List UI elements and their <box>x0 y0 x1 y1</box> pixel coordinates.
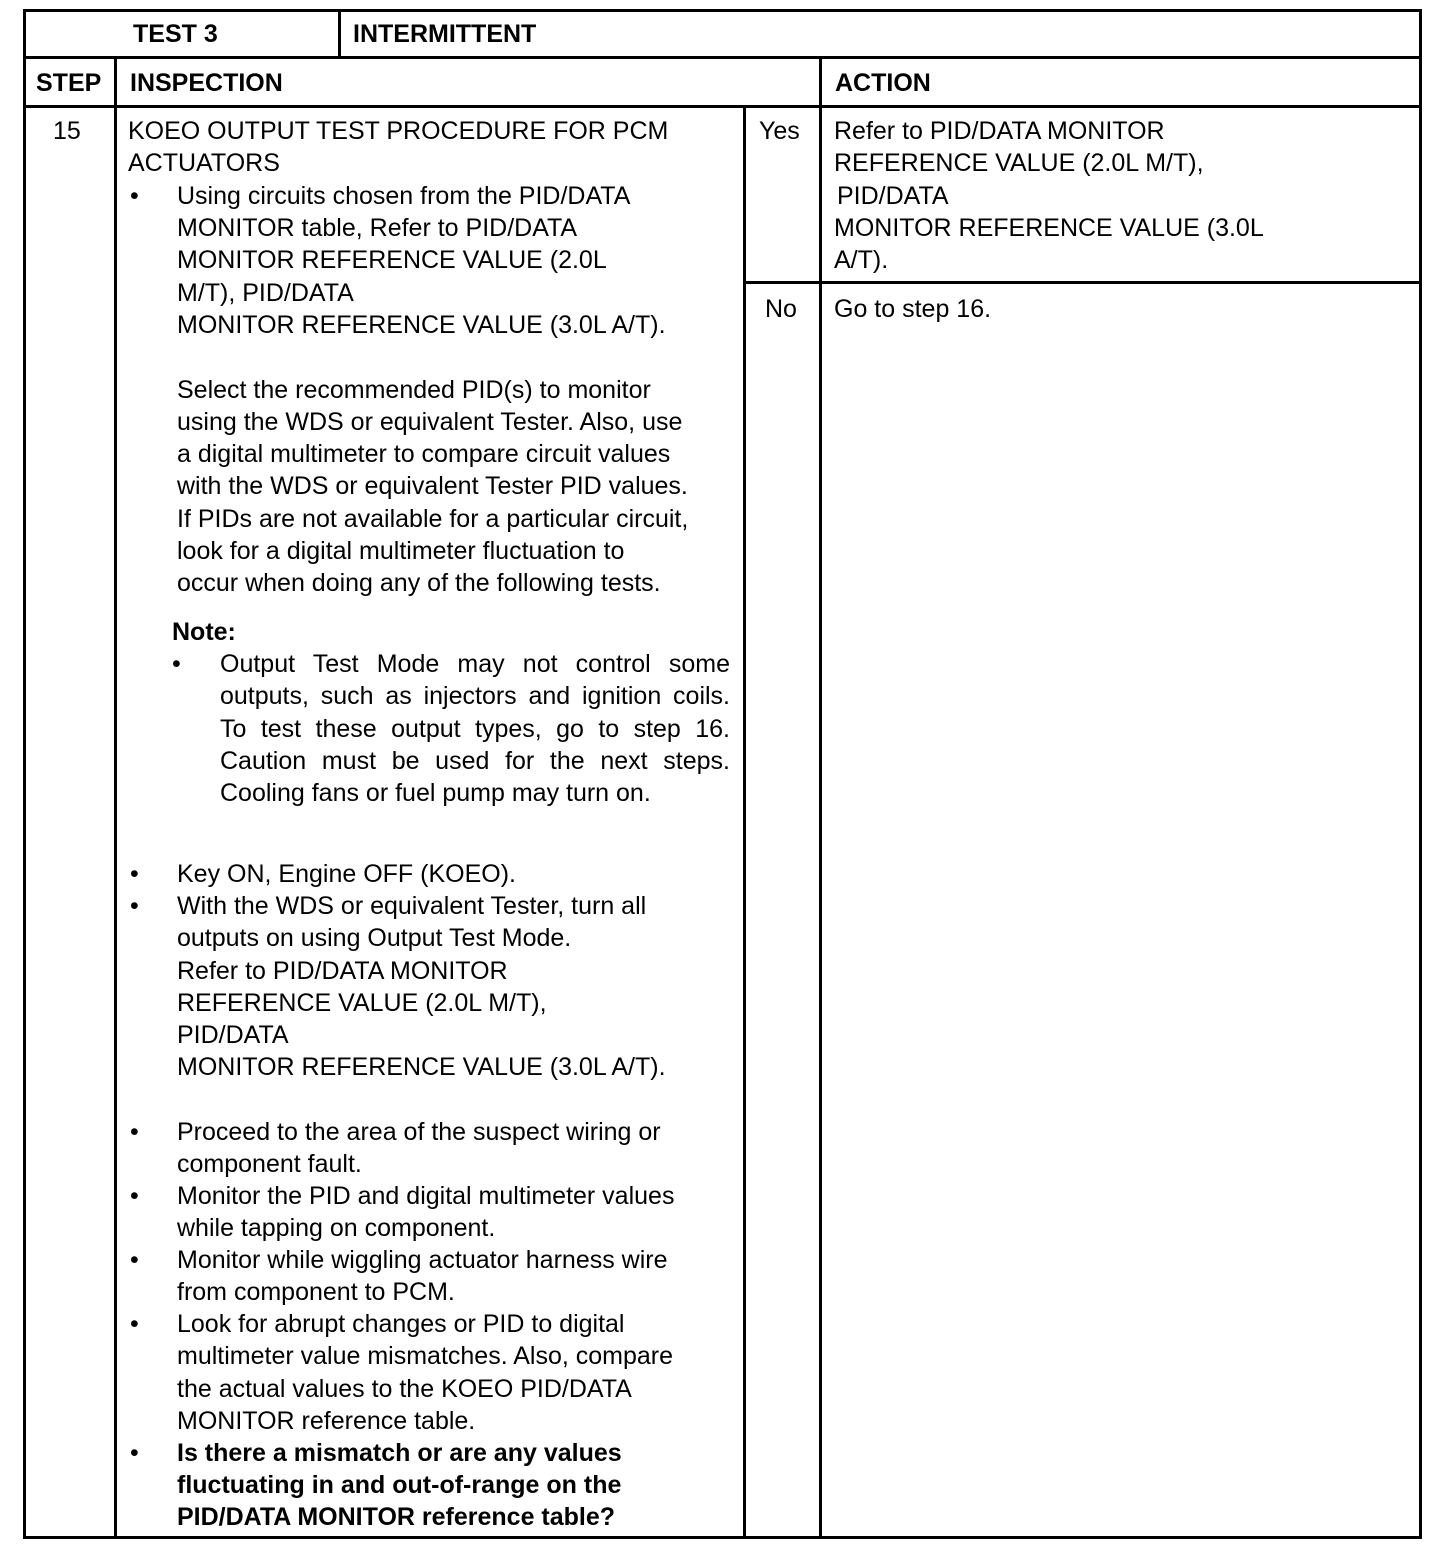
bullet-6-dot: • <box>130 1246 139 1274</box>
paragraph-line: occur when doing any of the following tests. <box>177 569 661 597</box>
yes-action-line: Refer to PID/DATA MONITOR <box>834 117 1165 145</box>
bullet-3-line: outputs on using Output Test Mode. <box>177 924 572 952</box>
no-action: Go to step 16. <box>834 295 992 323</box>
bullet-2-dot: • <box>130 860 139 888</box>
yes-action-line: REFERENCE VALUE (2.0L M/T), <box>834 149 1204 177</box>
bullet-3-line: REFERENCE VALUE (2.0L M/T), <box>177 989 547 1017</box>
paragraph-line: using the WDS or equivalent Tester. Also, use <box>177 408 683 436</box>
bullet-7-line: MONITOR reference table. <box>177 1407 476 1435</box>
bullet-7-line: the actual values to the KOEO PID/DATA <box>177 1375 632 1403</box>
bullet-3-line: With the WDS or equivalent Tester, turn all <box>177 892 647 920</box>
paragraph-line: Select the recommended PID(s) to monitor <box>177 376 651 404</box>
action-column-divider <box>819 56 822 1539</box>
bullet-2-line: Key ON, Engine OFF (KOEO). <box>177 860 516 888</box>
bullet-4-dot: • <box>130 1118 139 1146</box>
note-label: Note: <box>172 618 236 646</box>
bullet-4-line: component fault. <box>177 1150 362 1178</box>
paragraph-line: with the WDS or equivalent Tester PID values. <box>177 472 688 500</box>
bullet-5-line: while tapping on component. <box>177 1214 496 1242</box>
yes-label: Yes <box>759 117 800 145</box>
bullet-3-line: PID/DATA <box>177 1021 289 1049</box>
question-line: Is there a mismatch or are any values <box>177 1439 622 1467</box>
bullet-1-line: MONITOR table, Refer to PID/DATA <box>177 214 578 242</box>
bullet-4-line: Proceed to the area of the suspect wiring or <box>177 1118 661 1146</box>
question-line: PID/DATA MONITOR reference table? <box>177 1503 616 1531</box>
yes-action-line: MONITOR REFERENCE VALUE (3.0L <box>834 214 1264 242</box>
procedure-title-line2: ACTUATORS <box>128 149 280 177</box>
inspection-result-divider <box>743 105 746 1539</box>
paragraph-line: a digital multimeter to compare circuit values <box>177 440 671 468</box>
bullet-1-line: MONITOR REFERENCE VALUE (3.0L A/T). <box>177 311 666 339</box>
bullet-1-dot: • <box>130 182 139 210</box>
bullet-5-line: Monitor the PID and digital multimeter values <box>177 1182 675 1210</box>
bullet-7-dot: • <box>130 1310 139 1338</box>
bullet-8-dot: • <box>130 1439 139 1467</box>
test-name: INTERMITTENT <box>353 20 537 48</box>
note-text: Output Test Mode may not control some outputs, such as injectors and ignition coils. To test these output types, go to step 16. Caution must be used for the next steps. Cooling fans or fuel pump may turn on. <box>220 650 730 808</box>
procedure-title-line1: KOEO OUTPUT TEST PROCEDURE FOR PCM <box>128 117 669 145</box>
note-bullet-dot: • <box>172 650 181 678</box>
bullet-3-line: MONITOR REFERENCE VALUE (3.0L A/T). <box>177 1053 666 1081</box>
action-column-header: ACTION <box>835 69 931 97</box>
bullet-1-line: M/T), PID/DATA <box>177 279 354 307</box>
bullet-5-dot: • <box>130 1182 139 1210</box>
header-divider <box>23 56 1422 59</box>
no-label: No <box>765 295 797 323</box>
test-label: TEST 3 <box>133 20 218 48</box>
bullet-6-line: from component to PCM. <box>177 1278 455 1306</box>
question-line: fluctuating in and out-of-range on the <box>177 1471 622 1499</box>
paragraph-line: look for a digital multimeter fluctuation to <box>177 537 625 565</box>
step-column-divider <box>114 56 117 1539</box>
bullet-6-line: Monitor while wiggling actuator harness wire <box>177 1246 668 1274</box>
bullet-1-line: MONITOR REFERENCE VALUE (2.0L <box>177 246 607 274</box>
step-column-header: STEP <box>36 69 102 97</box>
yes-action-line: A/T). <box>834 246 889 274</box>
yes-no-divider <box>745 281 1422 284</box>
inspection-column-header: INSPECTION <box>130 69 283 97</box>
bullet-1-line: Using circuits chosen from the PID/DATA <box>177 182 631 210</box>
yes-action-line: PID/DATA <box>837 182 949 210</box>
bullet-7-line: multimeter value mismatches. Also, compare <box>177 1342 674 1370</box>
column-header-divider <box>23 105 1422 108</box>
bullet-3-line: Refer to PID/DATA MONITOR <box>177 957 508 985</box>
step-number: 15 <box>53 117 81 145</box>
bullet-7-line: Look for abrupt changes or PID to digital <box>177 1310 625 1338</box>
test-label-divider <box>338 9 341 58</box>
paragraph-line: If PIDs are not available for a particular circuit, <box>177 505 689 533</box>
bullet-3-dot: • <box>130 892 139 920</box>
